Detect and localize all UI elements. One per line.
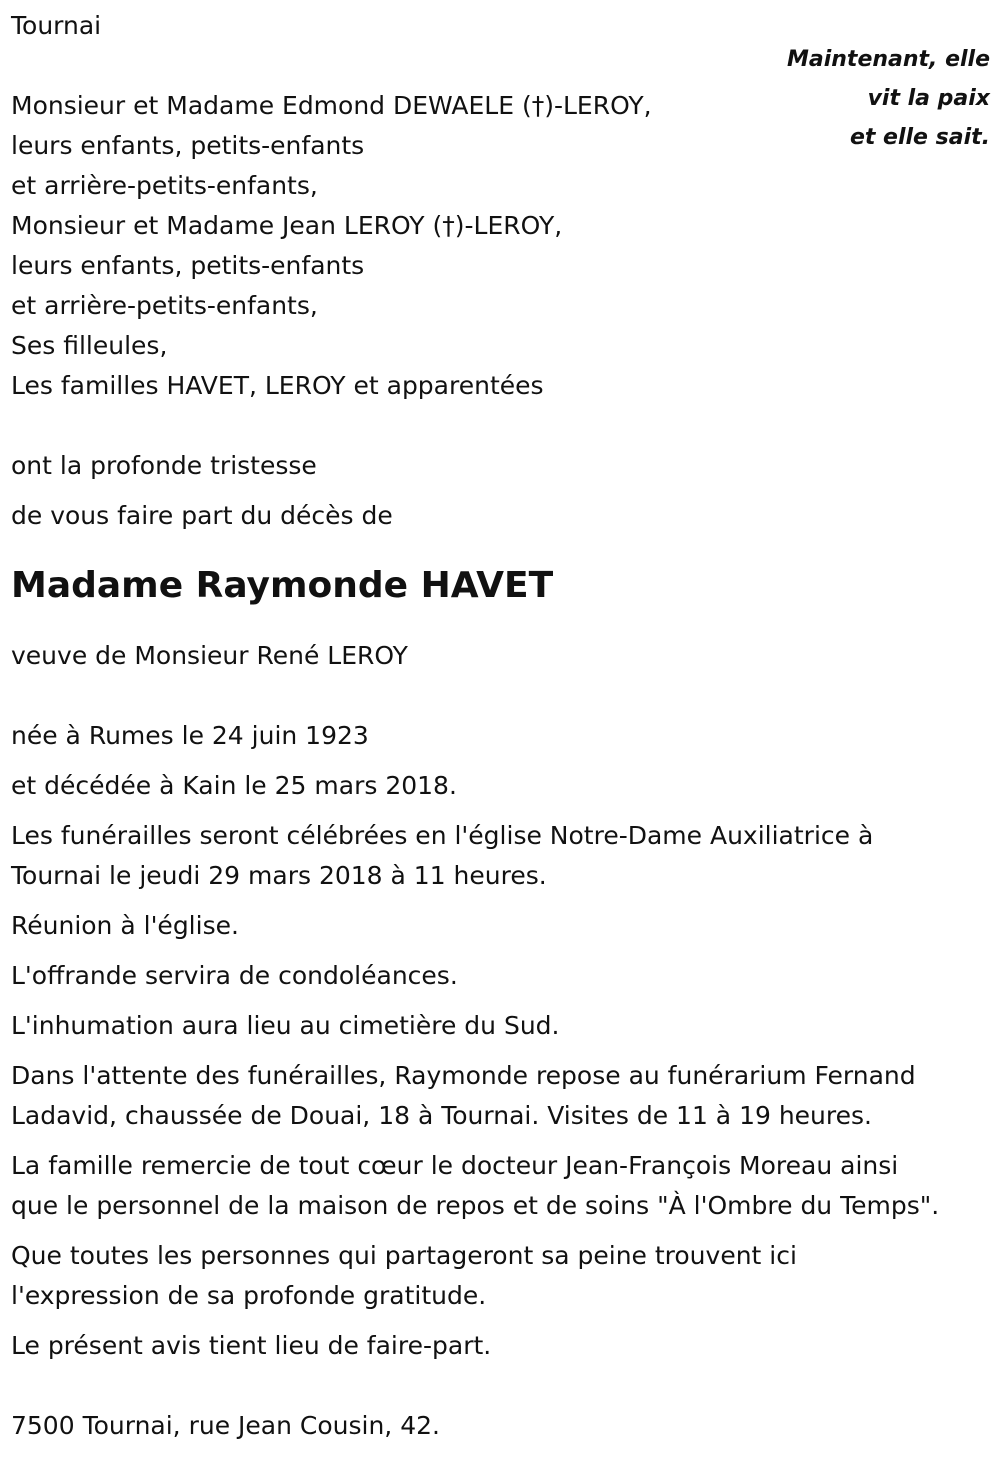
family-list xyxy=(11,86,986,406)
detail-line: Tournai le jeudi 29 mars 2018 à 11 heures. xyxy=(11,861,547,890)
detail-line: Ladavid, chaussée de Douai, 18 à Tournai. Visites de 11 à 19 heures. xyxy=(11,1101,872,1130)
offering-info xyxy=(11,956,986,996)
widow-of: veuve de Monsieur René LEROY xyxy=(11,641,408,670)
family-line: Les familles HAVET, LEROY et apparentées xyxy=(11,371,544,400)
family-line: et arrière-petits-enfants, xyxy=(11,291,318,320)
obituary-document xyxy=(11,6,986,1446)
deceased-name: Madame Raymonde HAVET xyxy=(11,565,554,606)
detail-line: Réunion à l'église. xyxy=(11,911,239,940)
announcement-line: de vous faire part du décès de xyxy=(11,501,393,530)
thanks-info xyxy=(11,1146,986,1226)
location: Tournai xyxy=(11,11,102,40)
family-line: leurs enfants, petits-enfants xyxy=(11,251,365,280)
quote-line: et elle sait. xyxy=(849,125,990,150)
detail-line: Le présent avis tient lieu de faire-part. xyxy=(11,1331,492,1360)
family-line: Monsieur et Madame Edmond DEWAELE (†)-LEROY, xyxy=(11,91,652,120)
family-line: leurs enfants, petits-enfants xyxy=(11,131,365,160)
burial-info xyxy=(11,1006,986,1046)
detail-line: Les funérailles seront célébrées en l'église Notre-Dame Auxiliatrice à xyxy=(11,821,874,850)
quote-line: vit la paix xyxy=(867,86,990,111)
announcement-line: ont la profonde tristesse xyxy=(11,451,317,480)
family-line: Ses filleules, xyxy=(11,331,168,360)
detail-line: Que toutes les personnes qui partageront sa peine trouvent ici xyxy=(11,1241,797,1270)
address: 7500 Tournai, rue Jean Cousin, 42. xyxy=(11,1411,440,1440)
birth-info: née à Rumes le 24 juin 1923 xyxy=(11,721,369,750)
notice-info xyxy=(11,1326,986,1366)
death-info: et décédée à Kain le 25 mars 2018. xyxy=(11,771,457,800)
detail-line: Dans l'attente des funérailles, Raymonde repose au funérarium Fernand xyxy=(11,1061,916,1090)
funeral-details xyxy=(11,816,986,896)
quote-line: Maintenant, elle xyxy=(786,47,990,72)
detail-line: L'inhumation aura lieu au cimetière du Sud. xyxy=(11,1011,560,1040)
meeting-info xyxy=(11,906,986,946)
family-line: et arrière-petits-enfants, xyxy=(11,171,318,200)
detail-line: La famille remercie de tout cœur le docteur Jean-François Moreau ainsi xyxy=(11,1151,899,1180)
family-line: Monsieur et Madame Jean LEROY (†)-LEROY, xyxy=(11,211,563,240)
detail-line: l'expression de sa profonde gratitude. xyxy=(11,1281,487,1310)
gratitude-info xyxy=(11,1236,986,1316)
visitation-info xyxy=(11,1056,986,1136)
detail-line: que le personnel de la maison de repos et de soins "À l'Ombre du Temps". xyxy=(11,1191,940,1220)
detail-line: L'offrande servira de condoléances. xyxy=(11,961,458,990)
